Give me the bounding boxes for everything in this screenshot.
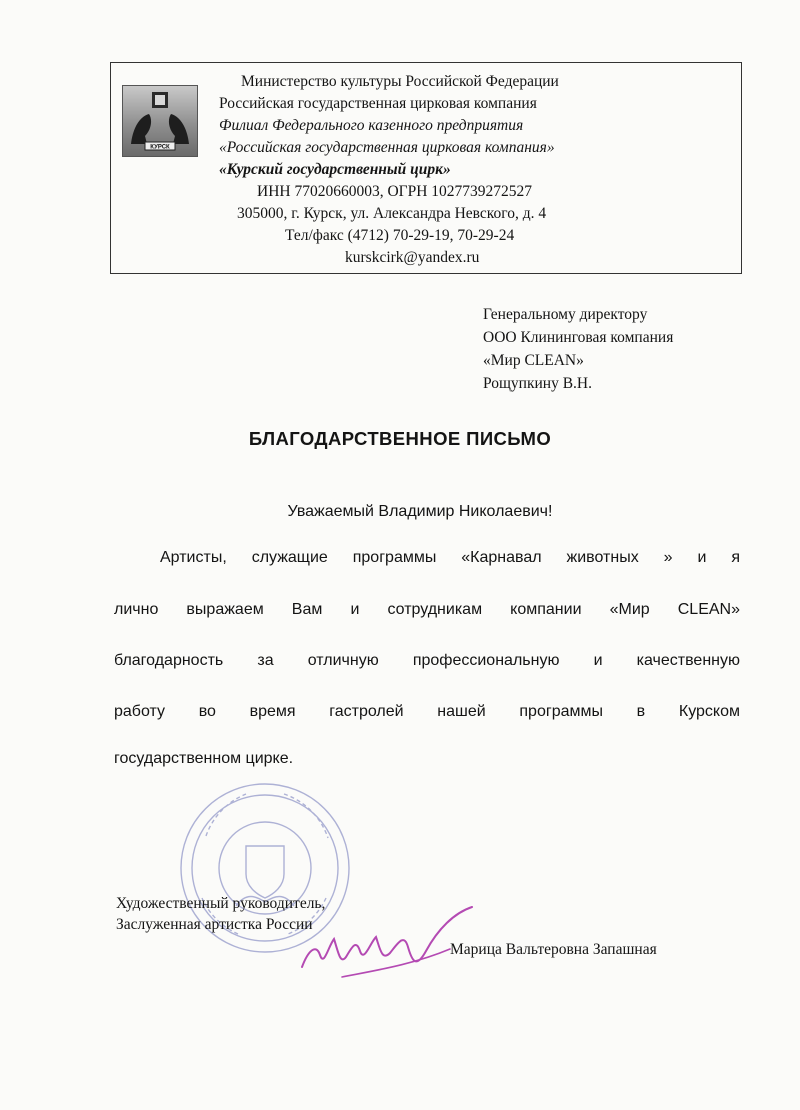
- ministry-line: Министерство культуры Российской Федерации: [241, 73, 559, 90]
- recipient-line-3: «Мир CLEAN»: [483, 352, 584, 369]
- svg-text:КУРСК: КУРСК: [150, 144, 170, 151]
- body-line-3: благодарность за отличную профессиональную и качественную: [114, 652, 740, 669]
- recipient-block: [483, 303, 673, 395]
- recipient-line-4: Рощупкину В.Н.: [483, 375, 592, 392]
- address-line: 305000, г. Курск, ул. Александра Невского, д. 4: [237, 205, 547, 222]
- greeting: Уважаемый Владимир Николаевич!: [287, 503, 553, 520]
- recipient-line-2: ООО Клининговая компания: [483, 329, 674, 346]
- circus-logo: [122, 85, 198, 157]
- body-line-4: работу во время гастролей нашей программы в Курском: [114, 703, 740, 720]
- recipient-line-1: Генеральному директору: [483, 306, 648, 323]
- company-line: Российская государственная цирковая компания: [219, 95, 537, 112]
- signer-role-2: Заслуженная артистка России: [116, 916, 313, 933]
- letterhead: [110, 62, 742, 274]
- body-line-5: государственном цирке.: [114, 750, 294, 767]
- branch-line-1: Филиал Федерального казенного предприятия: [219, 117, 524, 134]
- body-line-1: Артисты, служащие программы «Карнавал животных » и я: [160, 549, 740, 566]
- document-title: БЛАГОДАРСТВЕННОЕ ПИСЬМО: [248, 428, 552, 449]
- horses-emblem-icon: [123, 86, 197, 156]
- email-line: kurskcirk@yandex.ru: [345, 249, 480, 266]
- signer-role-1: Художественный руководитель,: [116, 895, 326, 912]
- phone-fax-line: Тел/факс (4712) 70-29-19, 70-29-24: [285, 227, 515, 244]
- body-line-2: лично выражаем Вам и сотрудникам компании «Мир CLEAN»: [114, 601, 740, 618]
- inn-ogrn-line: ИНН 77020660003, ОГРН 1027739272527: [257, 183, 533, 200]
- signer-name: Марица Вальтеровна Запашная: [450, 941, 657, 958]
- letterhead-text: [219, 71, 729, 269]
- circus-name-line: «Курский государственный цирк»: [219, 161, 451, 178]
- branch-line-2: «Российская государственная цирковая компания»: [219, 139, 555, 156]
